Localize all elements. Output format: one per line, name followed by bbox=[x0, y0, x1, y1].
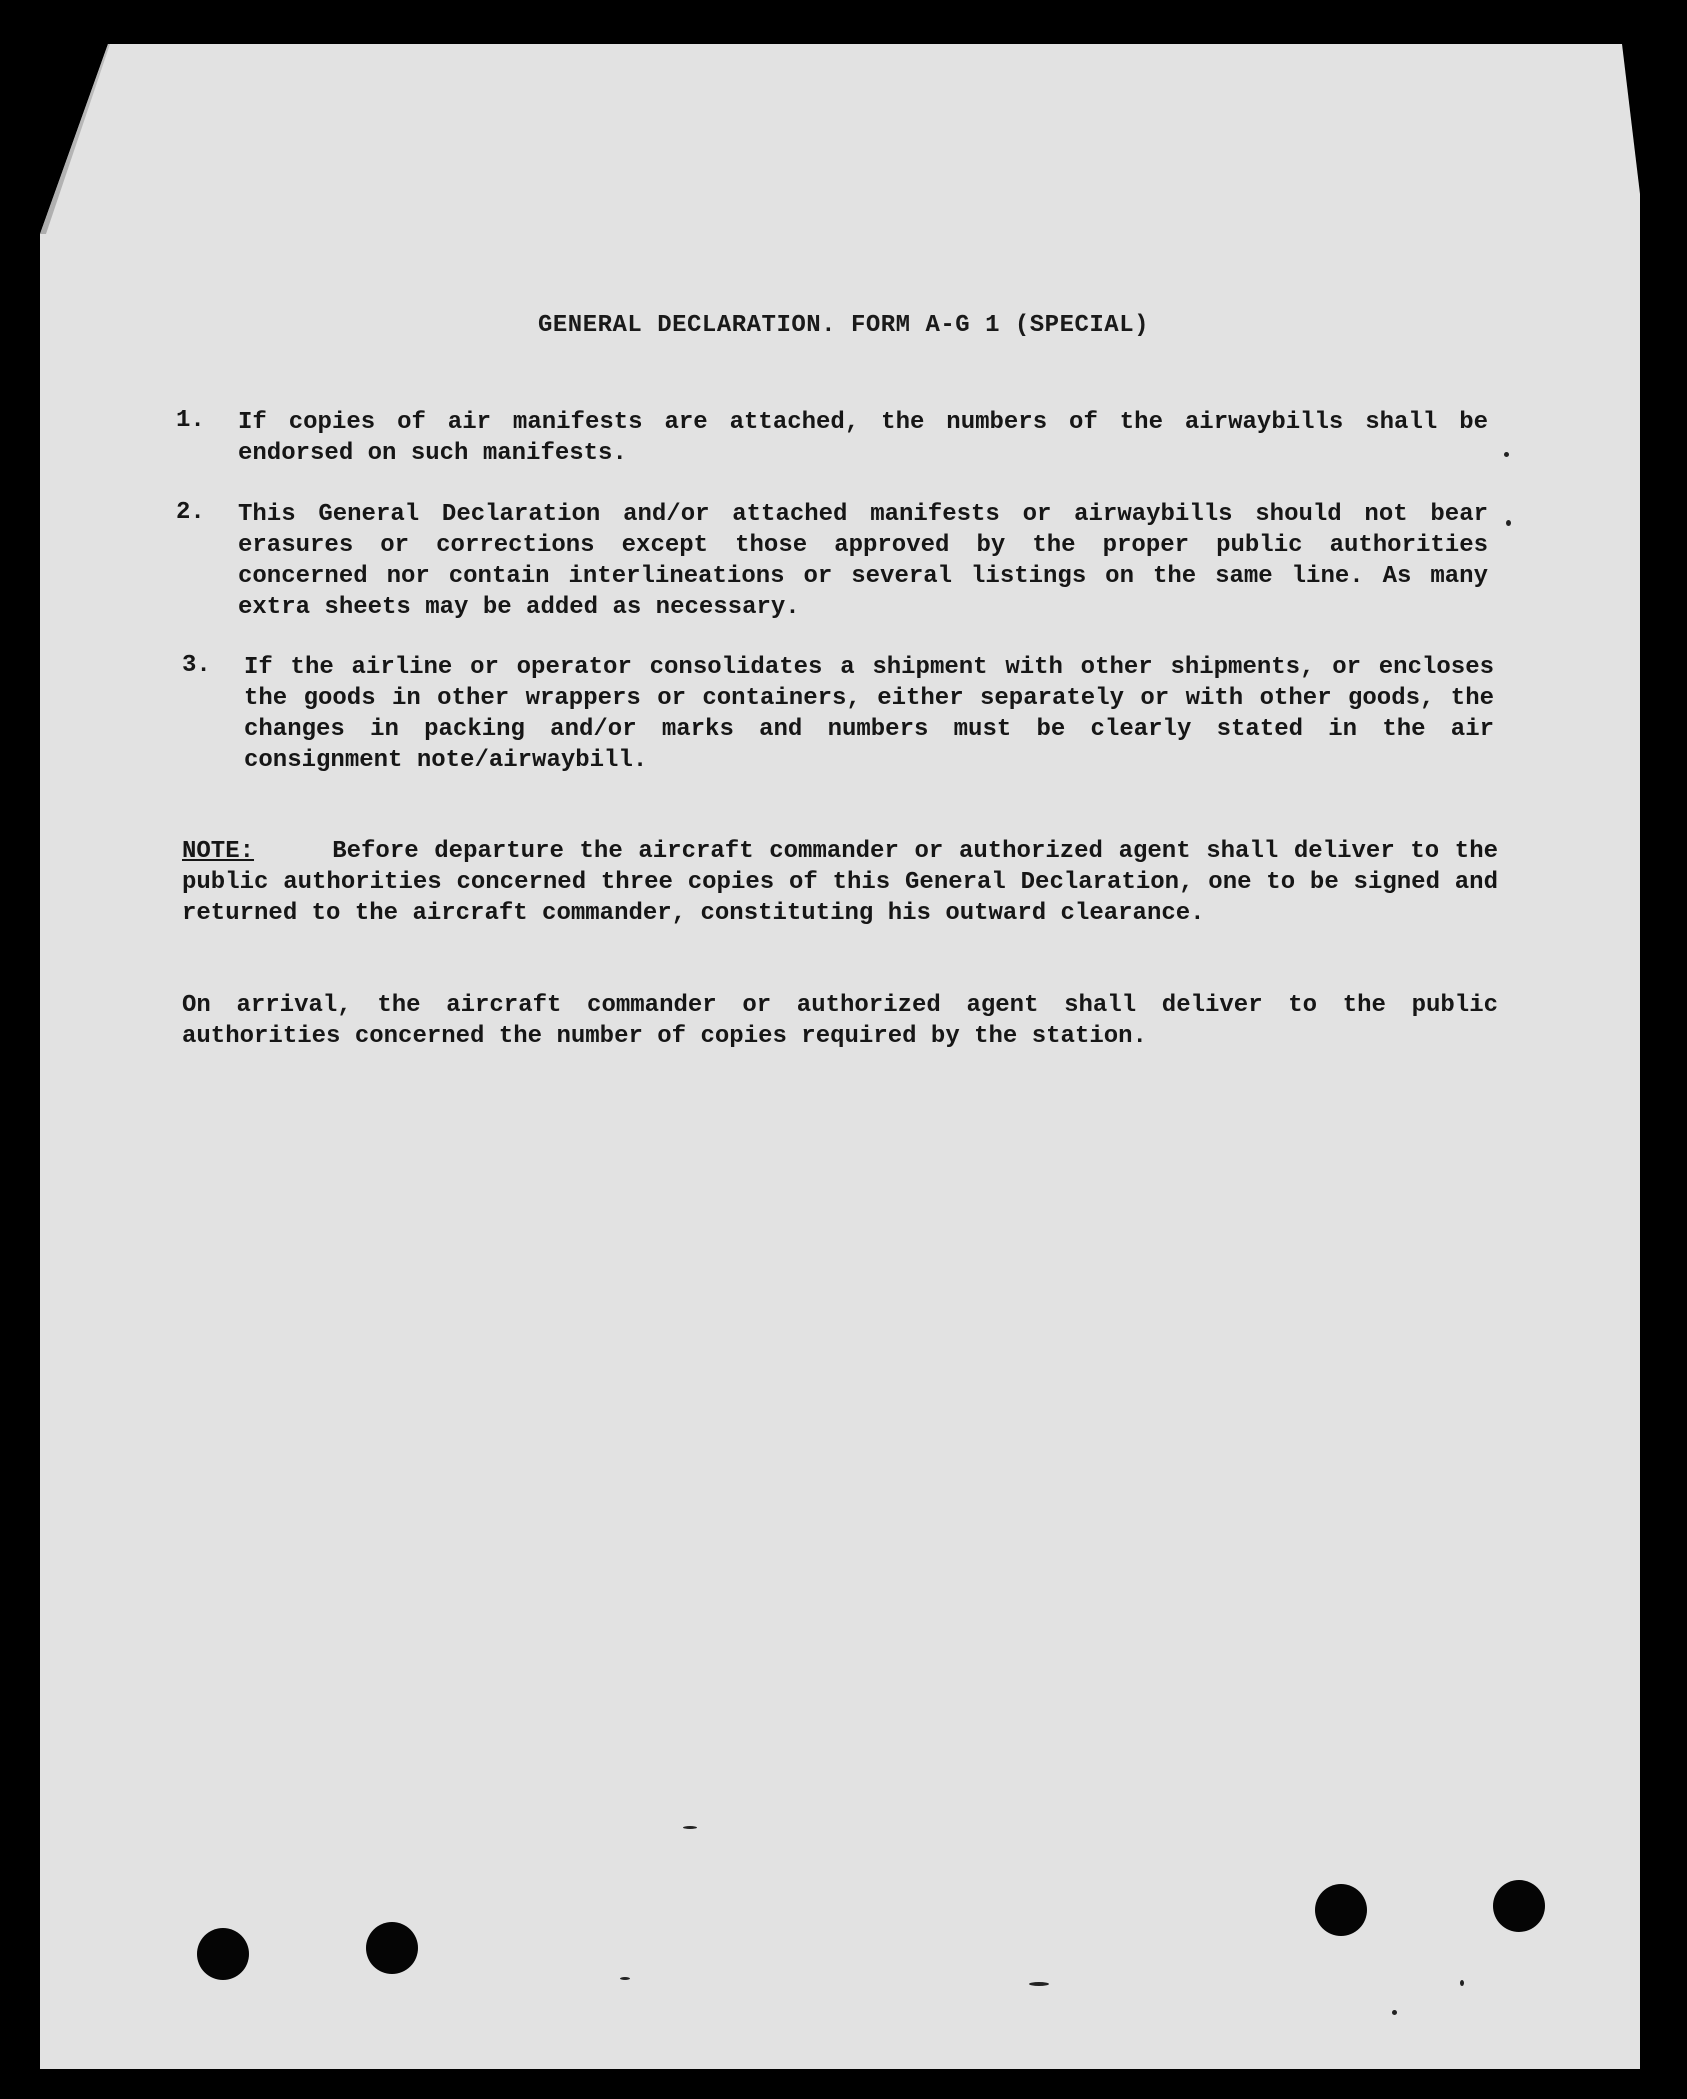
speck bbox=[1460, 1980, 1464, 1986]
speck bbox=[1392, 2010, 1397, 2015]
speck bbox=[1506, 520, 1511, 526]
note-label: NOTE: bbox=[182, 838, 255, 865]
speck bbox=[1029, 1982, 1049, 1986]
punch-hole bbox=[1493, 1880, 1545, 1932]
punch-hole bbox=[197, 1928, 249, 1980]
note-paragraph bbox=[182, 836, 1498, 929]
speck bbox=[1504, 452, 1509, 457]
document-page bbox=[40, 44, 1640, 2069]
speck bbox=[683, 1826, 697, 1829]
punch-hole bbox=[366, 1922, 418, 1974]
item-text: This General Declaration and/or attached manifests or airwaybills should not bear erasures or corrections except those approved by the proper public authorities concerned nor contain interlineations or several listings on the same line. As many extra sheets may be added as necessary. bbox=[238, 501, 1488, 621]
speck bbox=[620, 1977, 630, 1980]
item-text: If copies of air manifests are attached, the numbers of the airwaybills shall be endorsed on such manifests. bbox=[238, 409, 1488, 467]
item-number: 1. bbox=[176, 407, 205, 434]
item-number: 3. bbox=[182, 652, 211, 679]
punch-hole bbox=[1315, 1884, 1367, 1936]
document-title: GENERAL DECLARATION. FORM A-G 1 (SPECIAL) bbox=[538, 312, 1149, 339]
item-number: 2. bbox=[176, 499, 205, 526]
note-text: Before departure the aircraft commander or authorized agent shall deliver to the public authorities concerned three copies of this General Declaration, one to be signed and returned to the aircraft commander, constituting his outward clearance. bbox=[182, 838, 1499, 927]
arrival-paragraph: On arrival, the aircraft commander or authorized agent shall deliver to the public authorities concerned the number of copies required by the station. bbox=[182, 992, 1498, 1050]
item-text: If the airline or operator consolidates a shipment with other shipments, or encloses the goods in other wrappers or containers, either separately or with other goods, the changes in packing and/or marks and numbers must be clearly stated in the air consignment note/airwaybill. bbox=[244, 654, 1494, 774]
